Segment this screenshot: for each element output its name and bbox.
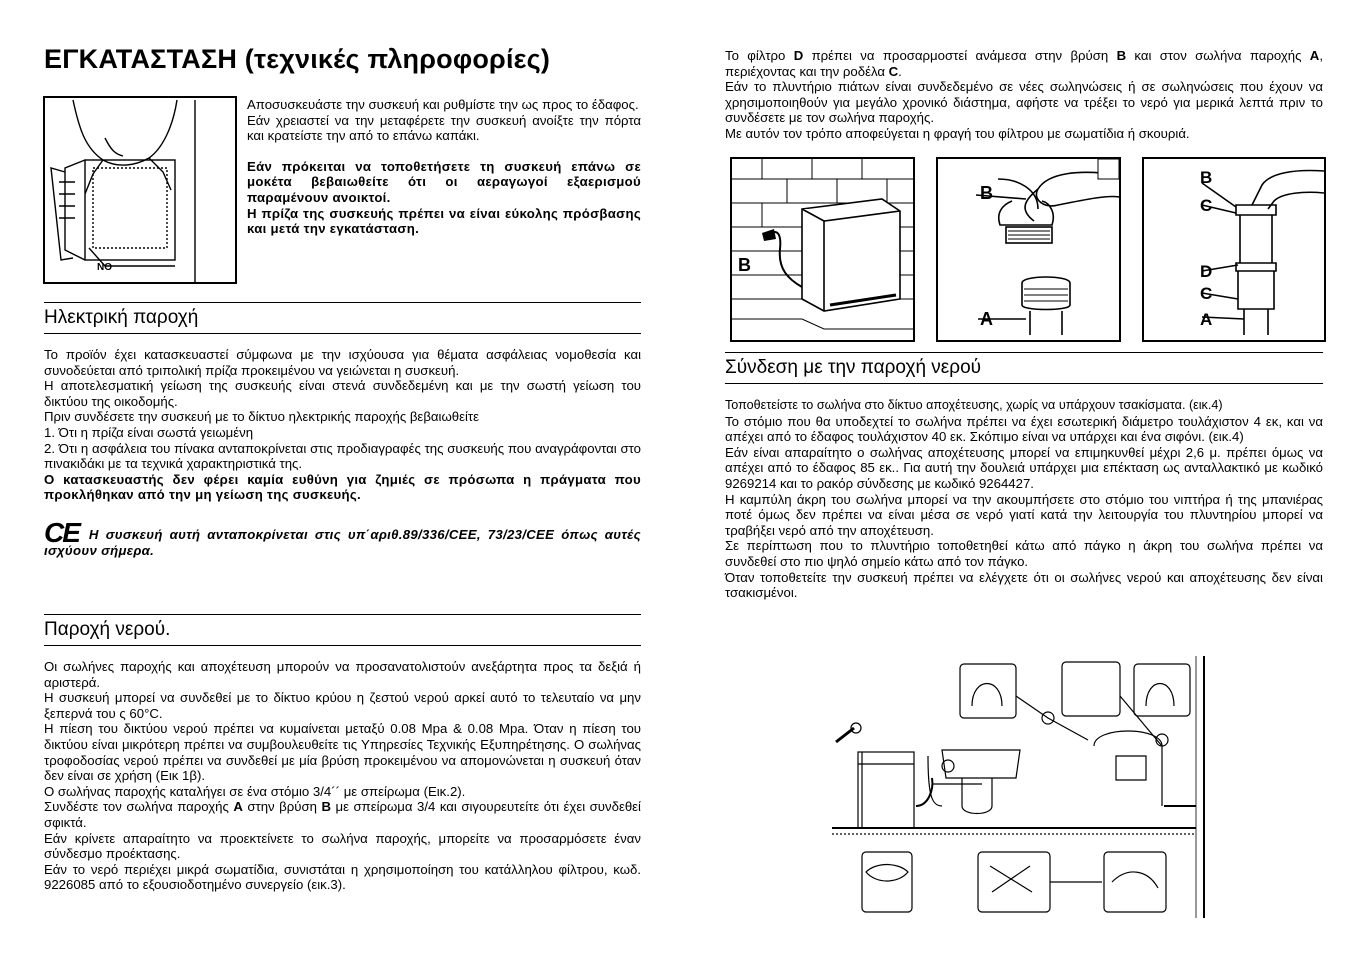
drain-heading: Σύνδεση με την παροχή νερού: [725, 352, 1323, 384]
filter-p1: [725, 48, 1323, 79]
drain-p1: Τοποθετείστε το σωλήνα στο δίκτυο αποχέτευσης, χωρίς να υπάρχουν τσακίσματα. (εικ.4): [725, 398, 1223, 412]
electric-heading: Ηλεκτρική παροχή: [44, 302, 641, 334]
label-d: D: [793, 48, 804, 63]
page-title: ΕΓΚΑΤΑΣΤΑΣΗ (τεχνικές πληροφορίες): [44, 44, 551, 74]
intro-line-1: Αποσυσκευάστε την συσκευή και ρυθμίστε την ως προς το έδαφος.: [247, 97, 639, 112]
filter-text: [725, 48, 1323, 142]
filter-p3: Με αυτόν τον τρόπο αποφεύγεται η φραγή του φίλτρου με σωματίδια ή σκουριά.: [725, 125, 1190, 141]
electric-p1: Το προϊόν έχει κατασκευαστεί σύμφωνα με την ισχύουσα για θέματα ασφάλειας νομοθεσία και συνοδεύεται από τριπολική πρίζα προκειμένου να γειώνεται η συσκευή.: [44, 347, 641, 378]
water-supply-text: [44, 659, 641, 893]
drain-p6: Όταν τοποθετείτε την συσκευή πρέπει να ελέγχετε ότι οι σωλήνες νερού και αποχέτευσης δεν είναι τσακισμένοι.: [725, 569, 1323, 601]
fig3-label-b: B: [1200, 168, 1213, 187]
intro-bold-plug: Η πρίζα της συσκευής πρέπει να είναι εύκολης πρόσβασης και μετά την εγκατάσταση.: [247, 205, 641, 237]
fig3-label-d: D: [1200, 262, 1213, 281]
no-label: NO: [97, 262, 112, 273]
filter-p1-part: πρέπει να προσαρμοστεί ανάμεσα στην βρύση: [803, 48, 1117, 63]
person-lifting-dishwasher-illustration: [45, 98, 235, 282]
label-a: A: [233, 799, 243, 815]
electric-p5: 2. Ότι η ασφάλεια του πίνακα ανταποκρίνεται στις προδιαγραφές της συσκευής που αναγράφονται στο πινακιδάκι με τα τεχνικά χαρακτηριστικά της.: [44, 440, 641, 472]
drain-installation-diagram: [832, 656, 1214, 918]
water-p2: Η συσκευή μπορεί να συνδεθεί με το δίκτυο κρύου η ζεστού νερού αρκεί αυτό το τελευταίο να μην ξεπερνά του ς 60°C.: [44, 690, 641, 721]
label-a: A: [1309, 48, 1320, 63]
label-b: B: [1116, 48, 1127, 63]
water-p1: Οι σωλήνες παροχής και αποχέτευση μπορούν να προσανατολιστούν ανεξάρτητα προς τα δεξιά ή αριστερά.: [44, 659, 641, 690]
figure-hose-thread: [936, 157, 1121, 342]
water-p5-part: Συνδέστε τον σωλήνα παροχής: [44, 799, 234, 815]
intro-text: [247, 97, 641, 237]
fig3-label-c2: C: [1200, 284, 1213, 303]
electric-disclaimer: Ο κατασκευαστής δεν φέρει καμία ευθύνη για ζημιές σε πρόσωπα η πράγματα που προκλήθηκαν από την μη γείωση της συσκευής.: [44, 471, 641, 503]
drain-p5: Σε περίπτωση που το πλυντήριο τοποθετηθεί κάτω από πάγκο η άκρη του σωλήνα πρέπει να συνδεθεί στο πιο ψηλό σημείο κάτω από τον πάγκο.: [725, 538, 1323, 569]
electric-p4: 1. Ότι η πρίζα είναι σωστά γειωμένη: [44, 424, 254, 440]
figure-filter-assembly: [1142, 157, 1326, 342]
ce-mark-icon: CE: [44, 516, 79, 548]
filter-p1-part: Το φίλτρο: [725, 48, 794, 63]
filter-p1-part: , περιέχοντας και την ροδέλα: [725, 48, 1323, 79]
water-p4: Ο σωλήνας παροχής καταλήγει σε ένα στόμιο 3/4´´ με σπείρωμα (Εικ.2).: [44, 783, 466, 799]
ce-text: Η συσκευή αυτή ανταποκρίνεται στις υπ΄αριθ.89/336/CEE, 73/23/CEE όπως αυτές ισχύουν σήμερα.: [44, 526, 641, 558]
water-p5-part: στην βρύση: [242, 799, 322, 815]
filter-p2: Εάν το πλυντήριο πιάτων είναι συνδεδεμένο σε νέες σωληνώσεις ή σε σωληνώσεις που έχουν να χρησιμοποιηθούν για μεγάλο χρονικό διάστημα, αφήστε να τρέξει το νερό για μερικά λεπτά πριν το συνδέσετε με τον σωλήνα παροχής.: [725, 79, 1323, 126]
fig3-label-c: C: [1200, 196, 1213, 215]
intro-line-2: Εάν χρειαστεί να την μεταφέρετε την συσκευή ανοίξτε την πόρτα και κρατείστε την από το επάνω καπάκι.: [247, 112, 641, 144]
fig1-label-b: B: [738, 255, 751, 275]
electric-p2: Η αποτελεσματική γείωση της συσκευής είναι στενά συνδεδεμένη και με την σωστή γείωση του δικτύου της οικοδομής.: [44, 378, 641, 409]
fig2-label-b: B: [980, 183, 993, 203]
electric-text: [44, 347, 641, 558]
figure-tap-connection: [730, 157, 915, 342]
water-p7: Εάν το νερό περιέχει μικρά σωματίδια, συνιστάται η χρησιμοποίηση του κατάλληλου φίλτρου, κωδ. 9226085 από το εξουσιοδοτημένο συνεργείο (εικ.3).: [44, 861, 641, 893]
unpacking-figure: [43, 96, 237, 284]
intro-bold-warning: Εάν πρόκειται να τοποθετήσετε τη συσκευή επάνω σε μοκέτα βεβαιωθείτε ότι οι αεραγωγοί εξαερισμού παραμένουν ανοικτοί.: [247, 158, 641, 205]
fig3-label-a: A: [1200, 310, 1213, 329]
ce-compliance: [44, 516, 641, 558]
fig2-label-a: A: [980, 309, 993, 329]
water-p5: [44, 799, 641, 830]
filter-p1-part: .: [898, 63, 902, 79]
water-supply-heading: Παροχή νερού.: [44, 614, 641, 646]
filter-p1-part: και στον σωλήνα παροχής: [1126, 48, 1310, 63]
drain-text: [725, 398, 1323, 601]
drain-p2: Το στόμιο που θα υποδεχτεί το σωλήνα πρέπει να έχει εσωτερική διάμετρο τουλάχιστον 4 εκ, και να απέχει από το έδαφος τουλάχιστον 40 εκ. Σκόπιμο είναι να υπάρχει και ένα σιφόνι. (εικ.4): [725, 413, 1323, 445]
electric-p3: Πριν συνδέσετε την συσκευή με το δίκτυο ηλεκτρικής παροχής βεβαιωθείτε: [44, 409, 479, 425]
label-c: C: [888, 63, 899, 79]
drain-p3: Εάν είναι απαραίτητο ο σωλήνας αποχέτευσης μπορεί να επιμηκυνθεί μέχρι 2,6 μ. πρέπει όμως να απέχει από το έδαφος 85 εκ.. Για αυτή την δουλειά υπάρχει μια επέκταση ως ανταλλακτικό με κωδικό 9269214 και το ρακόρ σύνδεσης με κωδικό 9264427.: [725, 444, 1323, 491]
drain-p4: Η καμπύλη άκρη του σωλήνα μπορεί να την ακουμπήσετε στο στόμιο του νιπτήρα ή της μπανιέρας ποτέ όμως δεν πρέπει να είναι μέσα σε νερό γιατί κατά την λειτουργία του πλυντηρίου μπορεί να τραβήξει νερό από την αποχέτευση.: [725, 491, 1323, 538]
water-p6: Εάν κρίνετε απαραίτητο να προεκτείνετε το σωλήνα παροχής, μπορείτε να προσαρμόσετε έναν σύνδεσμο προέκτασης.: [44, 830, 641, 862]
water-p5-part: με σπείρωμα 3/4 και σιγουρευτείτε ότι έχει συνδεθεί σφικτά.: [44, 799, 641, 830]
water-p3: Η πίεση του δικτύου νερού πρέπει να κυμαίνεται μεταξύ 0.08 Mpa & 0.08 Mpa. Όταν η πίεση του δικτύου είναι μικρότερη πρέπει να συμβουλευθείτε τις Υπηρεσίες Τεχνικής Εξυπηρέτησης. Ο σωλήνας τροφοδοσίας νερού πρέπει να συνδεθεί με μία βρύση προκειμένου να απομονώνεται η συσκευή όταν δεν είναι σε χρήση (Εικ 1β).: [44, 721, 641, 784]
label-b: B: [321, 799, 331, 815]
